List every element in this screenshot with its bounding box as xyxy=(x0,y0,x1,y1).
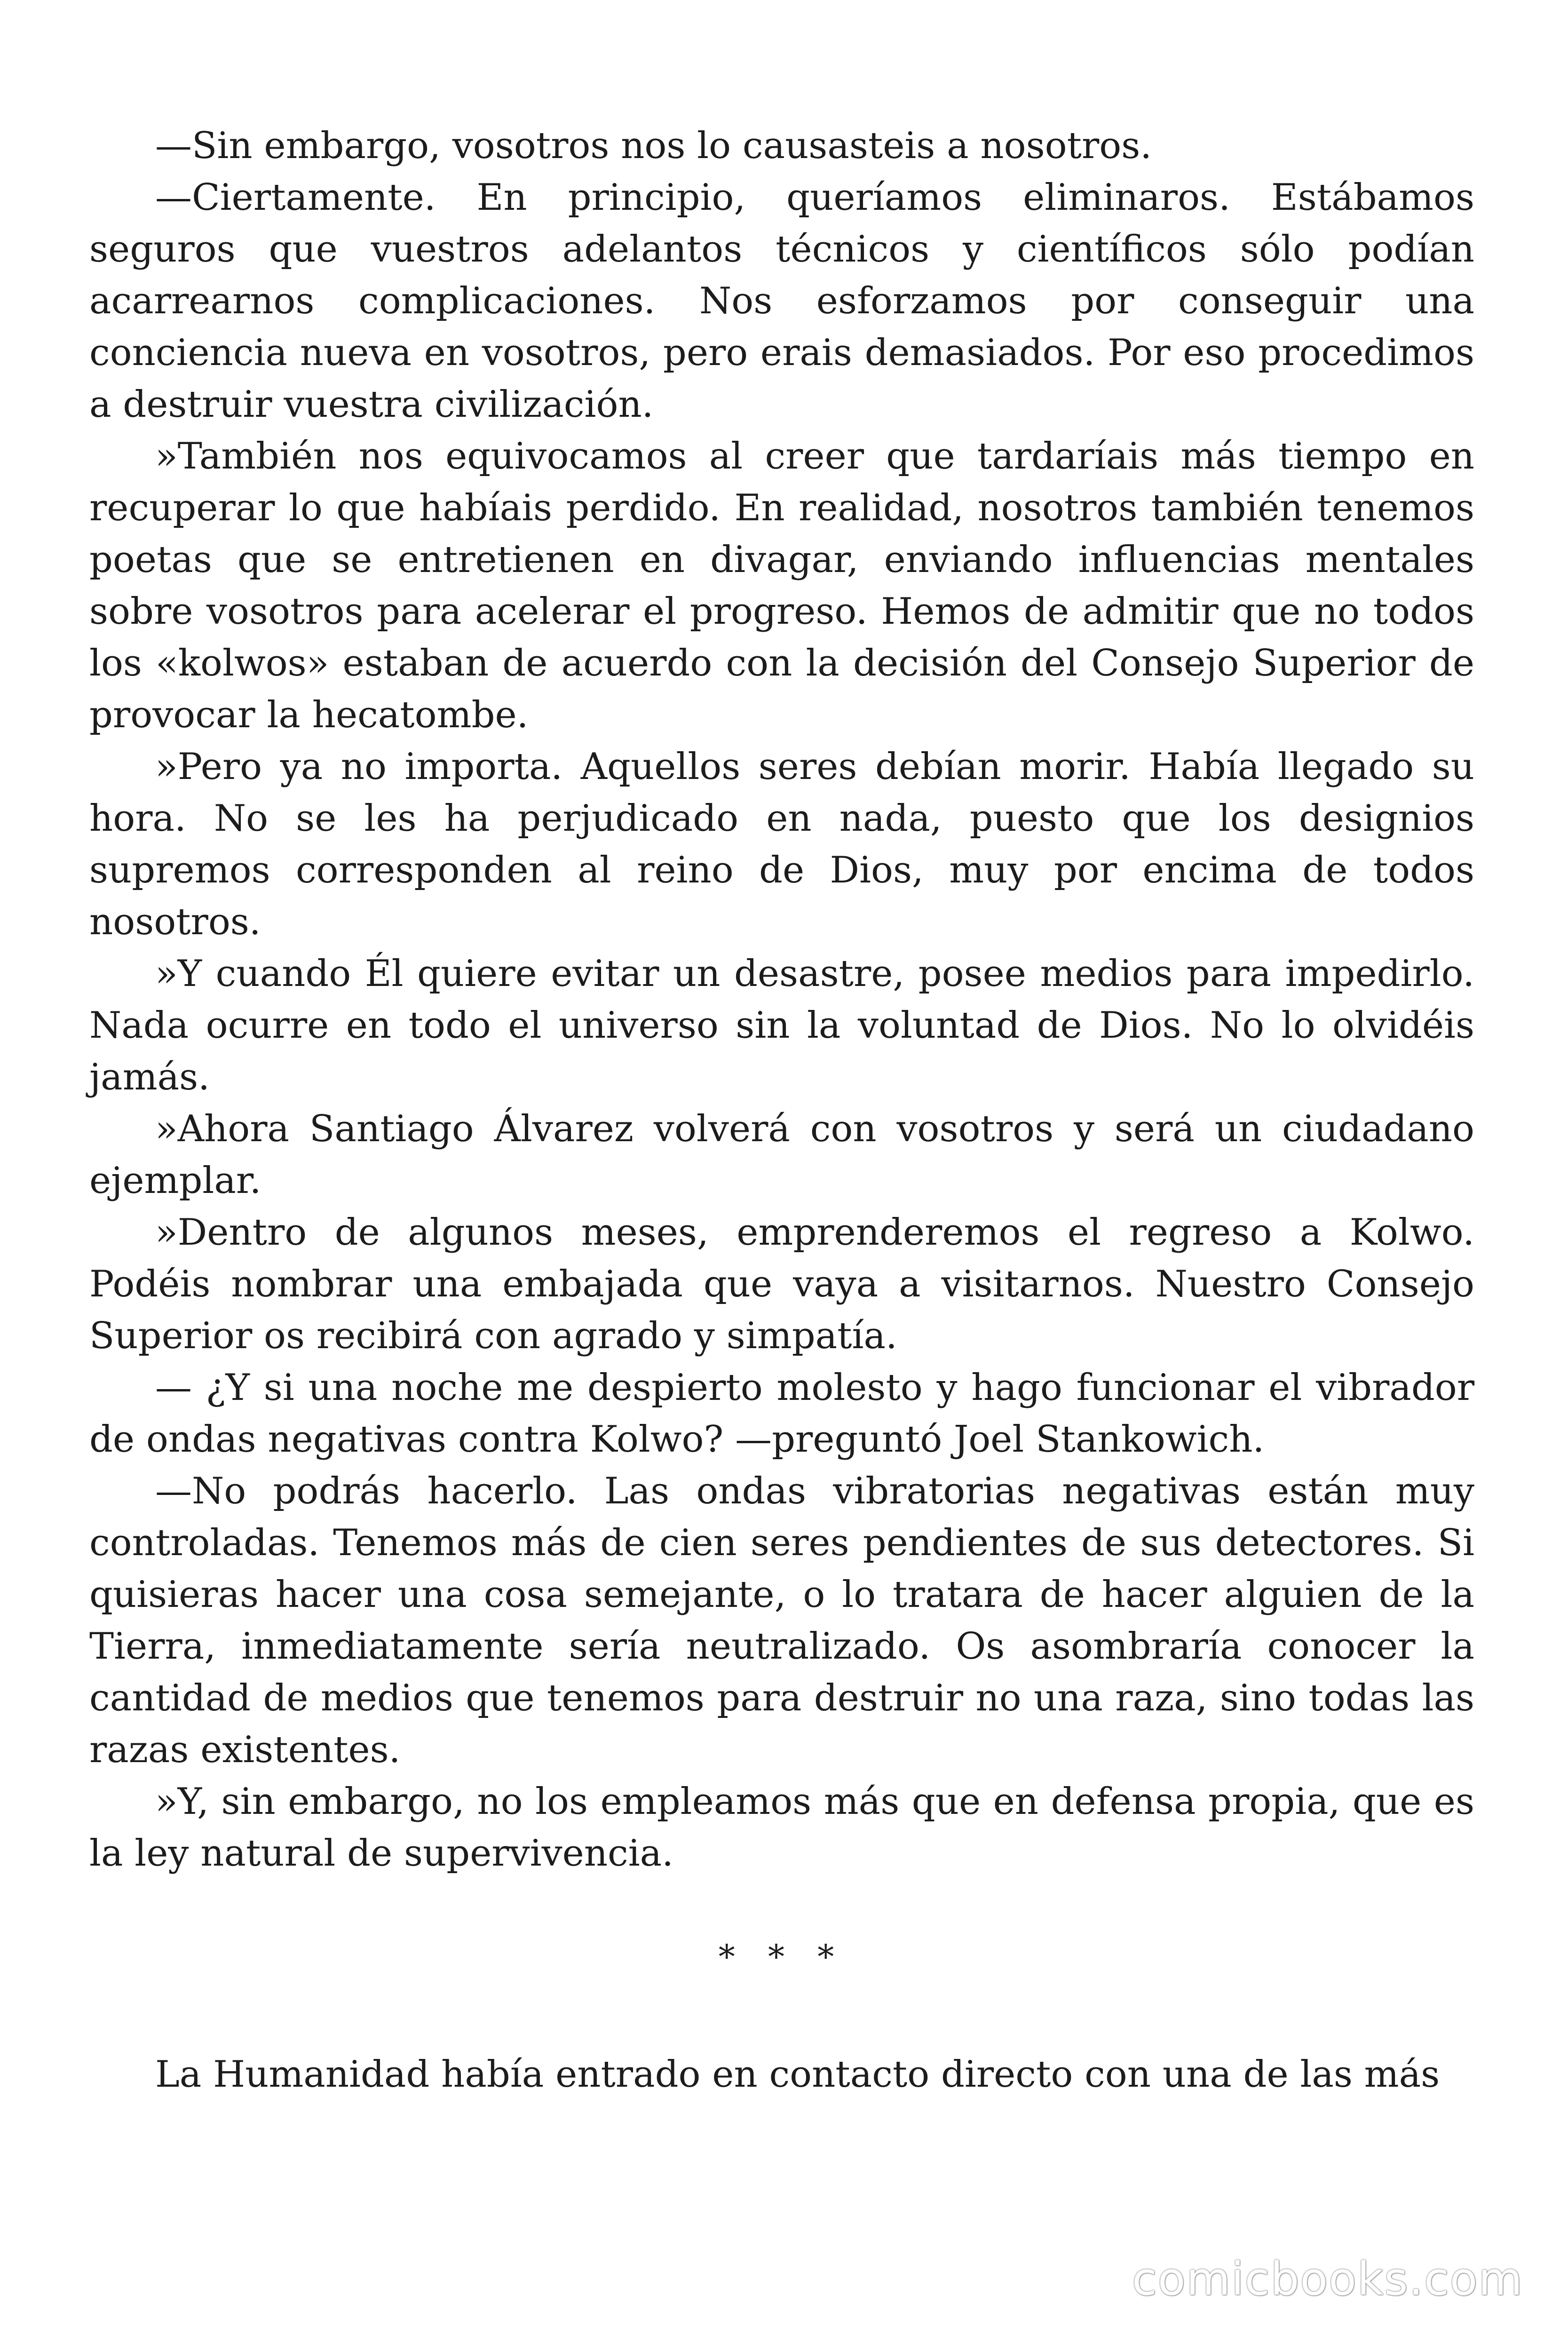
paragraph-7: »Dentro de algunos meses, emprenderemos el regreso a Kolwo. Podéis nombrar una embajada que vaya a visitarnos. Nuestro Consejo Superior os recibirá con agrado y simpatía. xyxy=(89,1211,1474,1357)
paragraph-5: »Y cuando Él quiere evitar un desastre, posee medios para impedirlo. Nada ocurre en todo el universo sin la voluntad de Dios. No lo olvidéis jamás. xyxy=(89,953,1474,1098)
paragraph-6: »Ahora Santiago Álvarez volverá con vosotros y será un ciudadano ejemplar. xyxy=(89,1108,1474,1202)
watermark-logo: comicbooks.com xyxy=(1132,2253,1523,2305)
paragraph-9: —No podrás hacerlo. Las ondas vibratorias negativas están muy controladas. Tenemos más de cien seres pendientes de sus detectores. Si quisieras hacer una cosa semejante, o lo tratara de hacer alguien de la Tierra, inmediatamente sería neutralizado. Os asombraría conocer la cantidad de medios que tenemos para destruir no una raza, sino todas las razas existentes. xyxy=(89,1470,1474,1771)
page-body xyxy=(89,120,1474,2100)
paragraph-1: —Sin embargo, vosotros nos lo causasteis a nosotros. xyxy=(155,125,1152,167)
paragraph-2: —Ciertamente. En principio, queríamos eliminaros. Estábamos seguros que vuestros adelantos técnicos y científicos sólo podían acarrearnos complicaciones. Nos esforzamos por conseguir una conciencia nueva en vosotros, pero erais demasiados. Por eso procedimos a destruir vuestra civilización. xyxy=(89,176,1474,426)
paragraph-4: »Pero ya no importa. Aquellos seres debían morir. Había llegado su hora. No se les ha perjudicado en nada, puesto que los designios supremos corresponden al reino de Dios, muy por encima de todos nosotros. xyxy=(89,746,1474,943)
closing-paragraph: La Humanidad había entrado en contacto directo con una de las más xyxy=(155,2053,1440,2096)
section-separator: * * * xyxy=(718,1938,846,1976)
paragraph-8: — ¿Y si una noche me despierto molesto y hago funcionar el vibrador de ondas negativas contra Kolwo? —preguntó Joel Stankowich. xyxy=(89,1367,1474,1461)
paragraph-3: »También nos equivocamos al creer que tardaríais más tiempo en recuperar lo que habíais perdido. En realidad, nosotros también tenemos poetas que se entretienen en divagar, enviando influencias mentales sobre vosotros para acelerar el progreso. Hemos de admitir que no todos los «kolwos» estaban de acuerdo con la decisión del Consejo Superior de provocar la hecatombe. xyxy=(89,435,1474,736)
paragraph-10: »Y, sin embargo, no los empleamos más que en defensa propia, que es la ley natural de supervivencia. xyxy=(89,1780,1474,1875)
